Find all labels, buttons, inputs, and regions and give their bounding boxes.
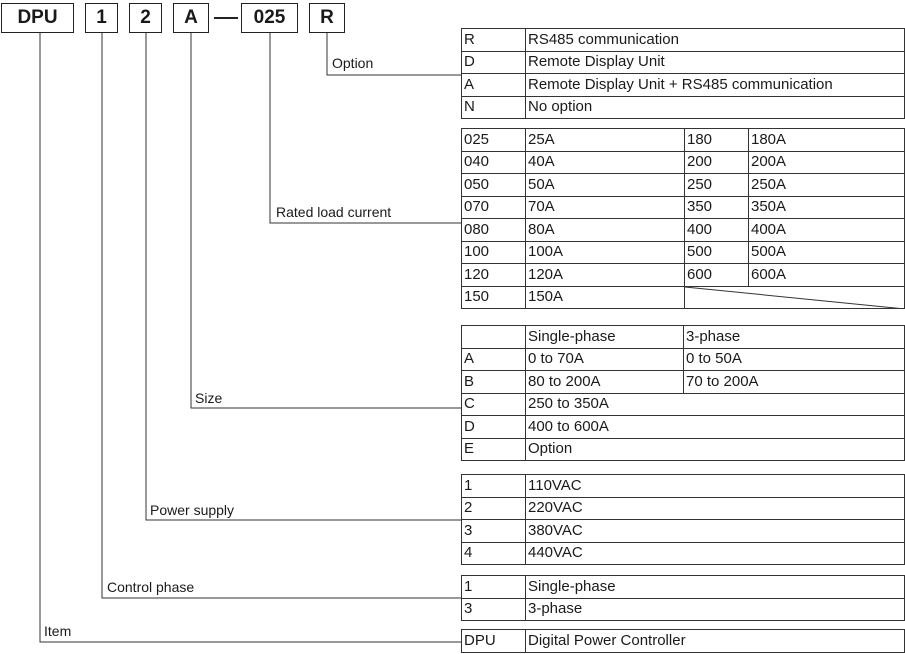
- current-code: 150: [462, 286, 526, 309]
- current-value: 180A: [749, 129, 905, 152]
- phase-code: 3: [462, 598, 526, 621]
- current-value: 350A: [749, 196, 905, 219]
- table-row: [462, 542, 905, 565]
- power-code: 3: [462, 520, 526, 543]
- phase-code: 1: [462, 576, 526, 599]
- current-code: 040: [462, 151, 526, 174]
- size-three: 70 to 200A: [684, 371, 905, 394]
- code-box-size: A: [173, 3, 209, 33]
- size-code: D: [462, 416, 526, 439]
- size-header-single: Single-phase: [526, 326, 684, 349]
- connector-size: [191, 33, 461, 408]
- control-phase-table: [461, 575, 905, 621]
- current-value: 25A: [526, 129, 685, 152]
- table-row: [462, 241, 905, 264]
- option-code: R: [462, 29, 526, 52]
- table-row: [462, 264, 905, 287]
- item-desc: Digital Power Controller: [526, 630, 905, 653]
- table-row: [462, 497, 905, 520]
- label-rated-load-current: Rated load current: [276, 204, 392, 220]
- size-code: [462, 326, 526, 349]
- current-code: 400: [685, 219, 749, 242]
- current-code: 180: [685, 129, 749, 152]
- phase-desc: Single-phase: [526, 576, 905, 599]
- connector-item: [40, 33, 461, 642]
- size-code: E: [462, 438, 526, 461]
- current-value: 100A: [526, 241, 685, 264]
- current-code: 120: [462, 264, 526, 287]
- table-row: [462, 393, 905, 416]
- current-value: 80A: [526, 219, 685, 242]
- current-value: 70A: [526, 196, 685, 219]
- table-row: [462, 520, 905, 543]
- size-three: 0 to 50A: [684, 348, 905, 371]
- table-row: [462, 348, 905, 371]
- size-single: Option: [526, 438, 905, 461]
- size-table: [461, 325, 905, 461]
- empty-diagonal-cell: [685, 286, 905, 309]
- code-box-control-phase: 1: [85, 3, 118, 33]
- code-box-power-supply: 2: [129, 3, 162, 33]
- rated-current-table: [461, 128, 905, 309]
- table-row: [462, 286, 905, 309]
- label-item: Item: [44, 623, 72, 639]
- current-code: 025: [462, 129, 526, 152]
- size-single: 400 to 600A: [526, 416, 905, 439]
- table-row: [462, 598, 905, 621]
- label-option: Option: [332, 55, 374, 71]
- option-table: [461, 28, 905, 119]
- size-single: 0 to 70A: [526, 348, 684, 371]
- power-desc: 110VAC: [526, 475, 905, 498]
- table-row: [462, 630, 905, 653]
- code-box-item: DPU: [1, 3, 74, 33]
- table-row: [462, 96, 905, 119]
- table-row: [462, 151, 905, 174]
- current-value: 250A: [749, 174, 905, 197]
- option-code: D: [462, 51, 526, 74]
- table-row: [462, 475, 905, 498]
- label-power-supply: Power supply: [150, 502, 235, 518]
- current-code: 100: [462, 241, 526, 264]
- table-row: [462, 29, 905, 52]
- current-code: 500: [685, 241, 749, 264]
- table-row: [462, 74, 905, 97]
- power-desc: 220VAC: [526, 497, 905, 520]
- label-control-phase: Control phase: [107, 579, 195, 595]
- current-code: 050: [462, 174, 526, 197]
- current-code: 350: [685, 196, 749, 219]
- code-box-option: R: [309, 3, 345, 33]
- table-row: [462, 174, 905, 197]
- item-table: [461, 629, 905, 653]
- table-row: [462, 416, 905, 439]
- power-code: 2: [462, 497, 526, 520]
- option-desc: RS485 communication: [526, 29, 905, 52]
- power-code: 4: [462, 542, 526, 565]
- current-code: 080: [462, 219, 526, 242]
- option-desc: Remote Display Unit: [526, 51, 905, 74]
- connector-power-supply: [146, 33, 461, 520]
- option-code: A: [462, 74, 526, 97]
- current-code: 200: [685, 151, 749, 174]
- size-header-three: 3-phase: [684, 326, 905, 349]
- power-desc: 440VAC: [526, 542, 905, 565]
- current-value: 600A: [749, 264, 905, 287]
- size-code: A: [462, 348, 526, 371]
- size-code: B: [462, 371, 526, 394]
- current-value: 40A: [526, 151, 685, 174]
- size-code: C: [462, 393, 526, 416]
- option-desc: Remote Display Unit + RS485 communication: [526, 74, 905, 97]
- current-value: 50A: [526, 174, 685, 197]
- size-single: 80 to 200A: [526, 371, 684, 394]
- power-supply-table: [461, 474, 905, 565]
- table-row: [462, 196, 905, 219]
- current-value: 200A: [749, 151, 905, 174]
- current-value: 400A: [749, 219, 905, 242]
- table-row: [462, 51, 905, 74]
- table-row: [462, 129, 905, 152]
- current-code: 250: [685, 174, 749, 197]
- current-code: 070: [462, 196, 526, 219]
- table-row: [462, 219, 905, 242]
- current-value: 120A: [526, 264, 685, 287]
- table-row: [462, 576, 905, 599]
- phase-desc: 3-phase: [526, 598, 905, 621]
- item-code: DPU: [462, 630, 526, 653]
- power-desc: 380VAC: [526, 520, 905, 543]
- current-value: 150A: [526, 286, 685, 309]
- code-box-rated-current: 025: [241, 3, 298, 33]
- current-value: 500A: [749, 241, 905, 264]
- label-size: Size: [195, 390, 223, 406]
- option-code: N: [462, 96, 526, 119]
- current-code: 600: [685, 264, 749, 287]
- power-code: 1: [462, 475, 526, 498]
- table-row: [462, 326, 905, 349]
- size-single: 250 to 350A: [526, 393, 905, 416]
- table-row: [462, 371, 905, 394]
- option-desc: No option: [526, 96, 905, 119]
- table-row: [462, 438, 905, 461]
